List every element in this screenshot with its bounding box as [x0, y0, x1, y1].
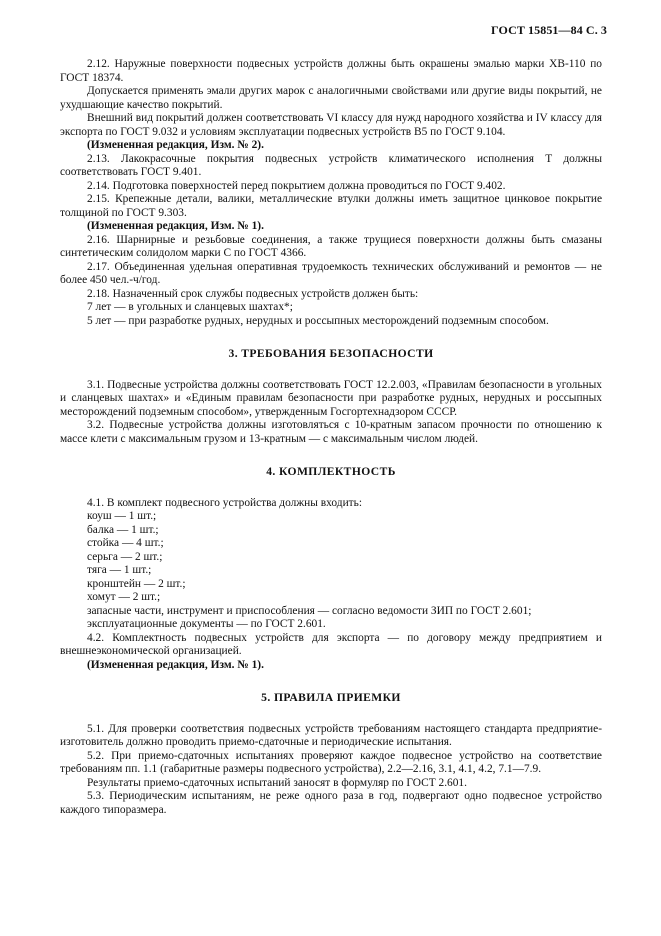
- paragraph-2-12: 2.12. Наружные поверхности подвесных устройств должны быть окрашены эмалью марки ХВ-110 по ГОСТ 18374.: [60, 58, 602, 84]
- page-header: ГОСТ 15851—84 С. 3: [491, 23, 607, 37]
- paragraph-5-2-results: Результаты приемо-сдаточных испытаний заносят в формуляр по ГОСТ 2.601.: [87, 776, 467, 789]
- document-body: [60, 58, 602, 817]
- paragraph-5-2: 5.2. При приемо-сдаточных испытаниях проверяют каждое подвесное устройство на соответствие требованиям пп. 1.1 (габаритные размеры подвесного устройства), 2.2—2.16, 3.1, 4.1, 4.2, 7.1—7.9.: [60, 749, 602, 775]
- paragraph-2-15: 2.15. Крепежные детали, валики, металлические втулки должны иметь защитное цинковое покрытие толщиной по ГОСТ 9.303.: [60, 193, 602, 219]
- section-heading-acceptance: 5. ПРАВИЛА ПРИЕМКИ: [261, 691, 401, 704]
- paragraph-2-17: 2.17. Объединенная удельная оперативная трудоемкость технических обслуживаний и ремонтов — не более 450 чел.-ч/год.: [60, 260, 602, 286]
- list-item: серьга — 2 шт.;: [87, 550, 163, 563]
- paragraph-3-2: 3.2. Подвесные устройства должны изготовляться с 10-кратным запасом прочности по отношению к массе клети с максимальным грузом и 13-кратным — с максимальным числом людей.: [60, 419, 602, 445]
- list-item: балка — 1 шт.;: [87, 523, 159, 536]
- paragraph-5-1: 5.1. Для проверки соответствия подвесных устройств требованиям настоящего стандарта предприятие-изготовитель должно проводить приемо-сдаточные и периодические испытания.: [60, 722, 602, 748]
- amendment-note: (Измененная редакция, Изм. № 1).: [87, 658, 264, 671]
- paragraph-4-1: 4.1. В комплект подвесного устройства должны входить:: [87, 496, 362, 509]
- paragraph-2-14: 2.14. Подготовка поверхностей перед покрытием должна проводиться по ГОСТ 9.402.: [87, 179, 506, 192]
- section-heading-safety: 3. ТРЕБОВАНИЯ БЕЗОПАСНОСТИ: [228, 347, 434, 360]
- section-heading-completeness: 4. КОМПЛЕКТНОСТЬ: [266, 465, 396, 478]
- paragraph-3-1: 3.1. Подвесные устройства должны соответствовать ГОСТ 12.2.003, «Правилам безопасности в угольных и сланцевых шахтах» и «Единым правилам безопасности при разработке рудных, нерудных и россыпных месторождений подземным способом», утвержденным Госгортехнадзором СССР.: [60, 378, 602, 418]
- list-item: хомут — 2 шт.;: [87, 591, 161, 603]
- list-item: стойка — 4 шт.;: [87, 537, 164, 549]
- list-item: кронштейн — 2 шт.;: [87, 577, 186, 590]
- paragraph-2-16: 2.16. Шарнирные и резьбовые соединения, а также трущиеся поверхности должны быть смазаны синтетическим солидолом марки С по ГОСТ 4366.: [60, 233, 602, 259]
- service-life-coal: 7 лет — в угольных и сланцевых шахтах*;: [87, 301, 293, 313]
- paragraph-2-18: 2.18. Назначенный срок службы подвесных устройств должен быть:: [87, 287, 419, 300]
- list-item: коуш — 1 шт.;: [87, 510, 157, 522]
- service-life-ore: 5 лет — при разработке рудных, нерудных и россыпных месторождений подземным способом.: [87, 314, 549, 327]
- list-item: эксплуатационные документы — по ГОСТ 2.601.: [87, 618, 326, 630]
- paragraph-4-2: 4.2. Комплектность подвесных устройств для экспорта — по договору между предприятием и внешнеэкономической организацией.: [60, 631, 602, 657]
- list-item: тяга — 1 шт.;: [87, 564, 152, 576]
- list-item: запасные части, инструмент и приспособления — согласно ведомости ЗИП по ГОСТ 2.601;: [87, 604, 532, 617]
- paragraph-2-12-enamel: Допускается применять эмали других марок с аналогичными свойствами или другие виды покрытий, не ухудшающие качество покрытий.: [60, 85, 602, 111]
- paragraph-2-12-appearance: Внешний вид покрытий должен соответствовать VI классу для нужд народного хозяйства и IV классу для экспорта по ГОСТ 9.032 и условиям эксплуатации подвесных устройств В5 по ГОСТ 9.104.: [60, 112, 602, 138]
- paragraph-2-13: 2.13. Лакокрасочные покрытия подвесных устройств климатического исполнения Т должны соответствовать ГОСТ 9.401.: [60, 152, 602, 178]
- paragraph-5-3: 5.3. Периодическим испытаниям, не реже одного раза в год, подвергают одно подвесное устройство каждого типоразмера.: [60, 790, 602, 816]
- amendment-note: (Измененная редакция, Изм. № 2).: [87, 139, 264, 151]
- amendment-note: (Измененная редакция, Изм. № 1).: [87, 220, 264, 232]
